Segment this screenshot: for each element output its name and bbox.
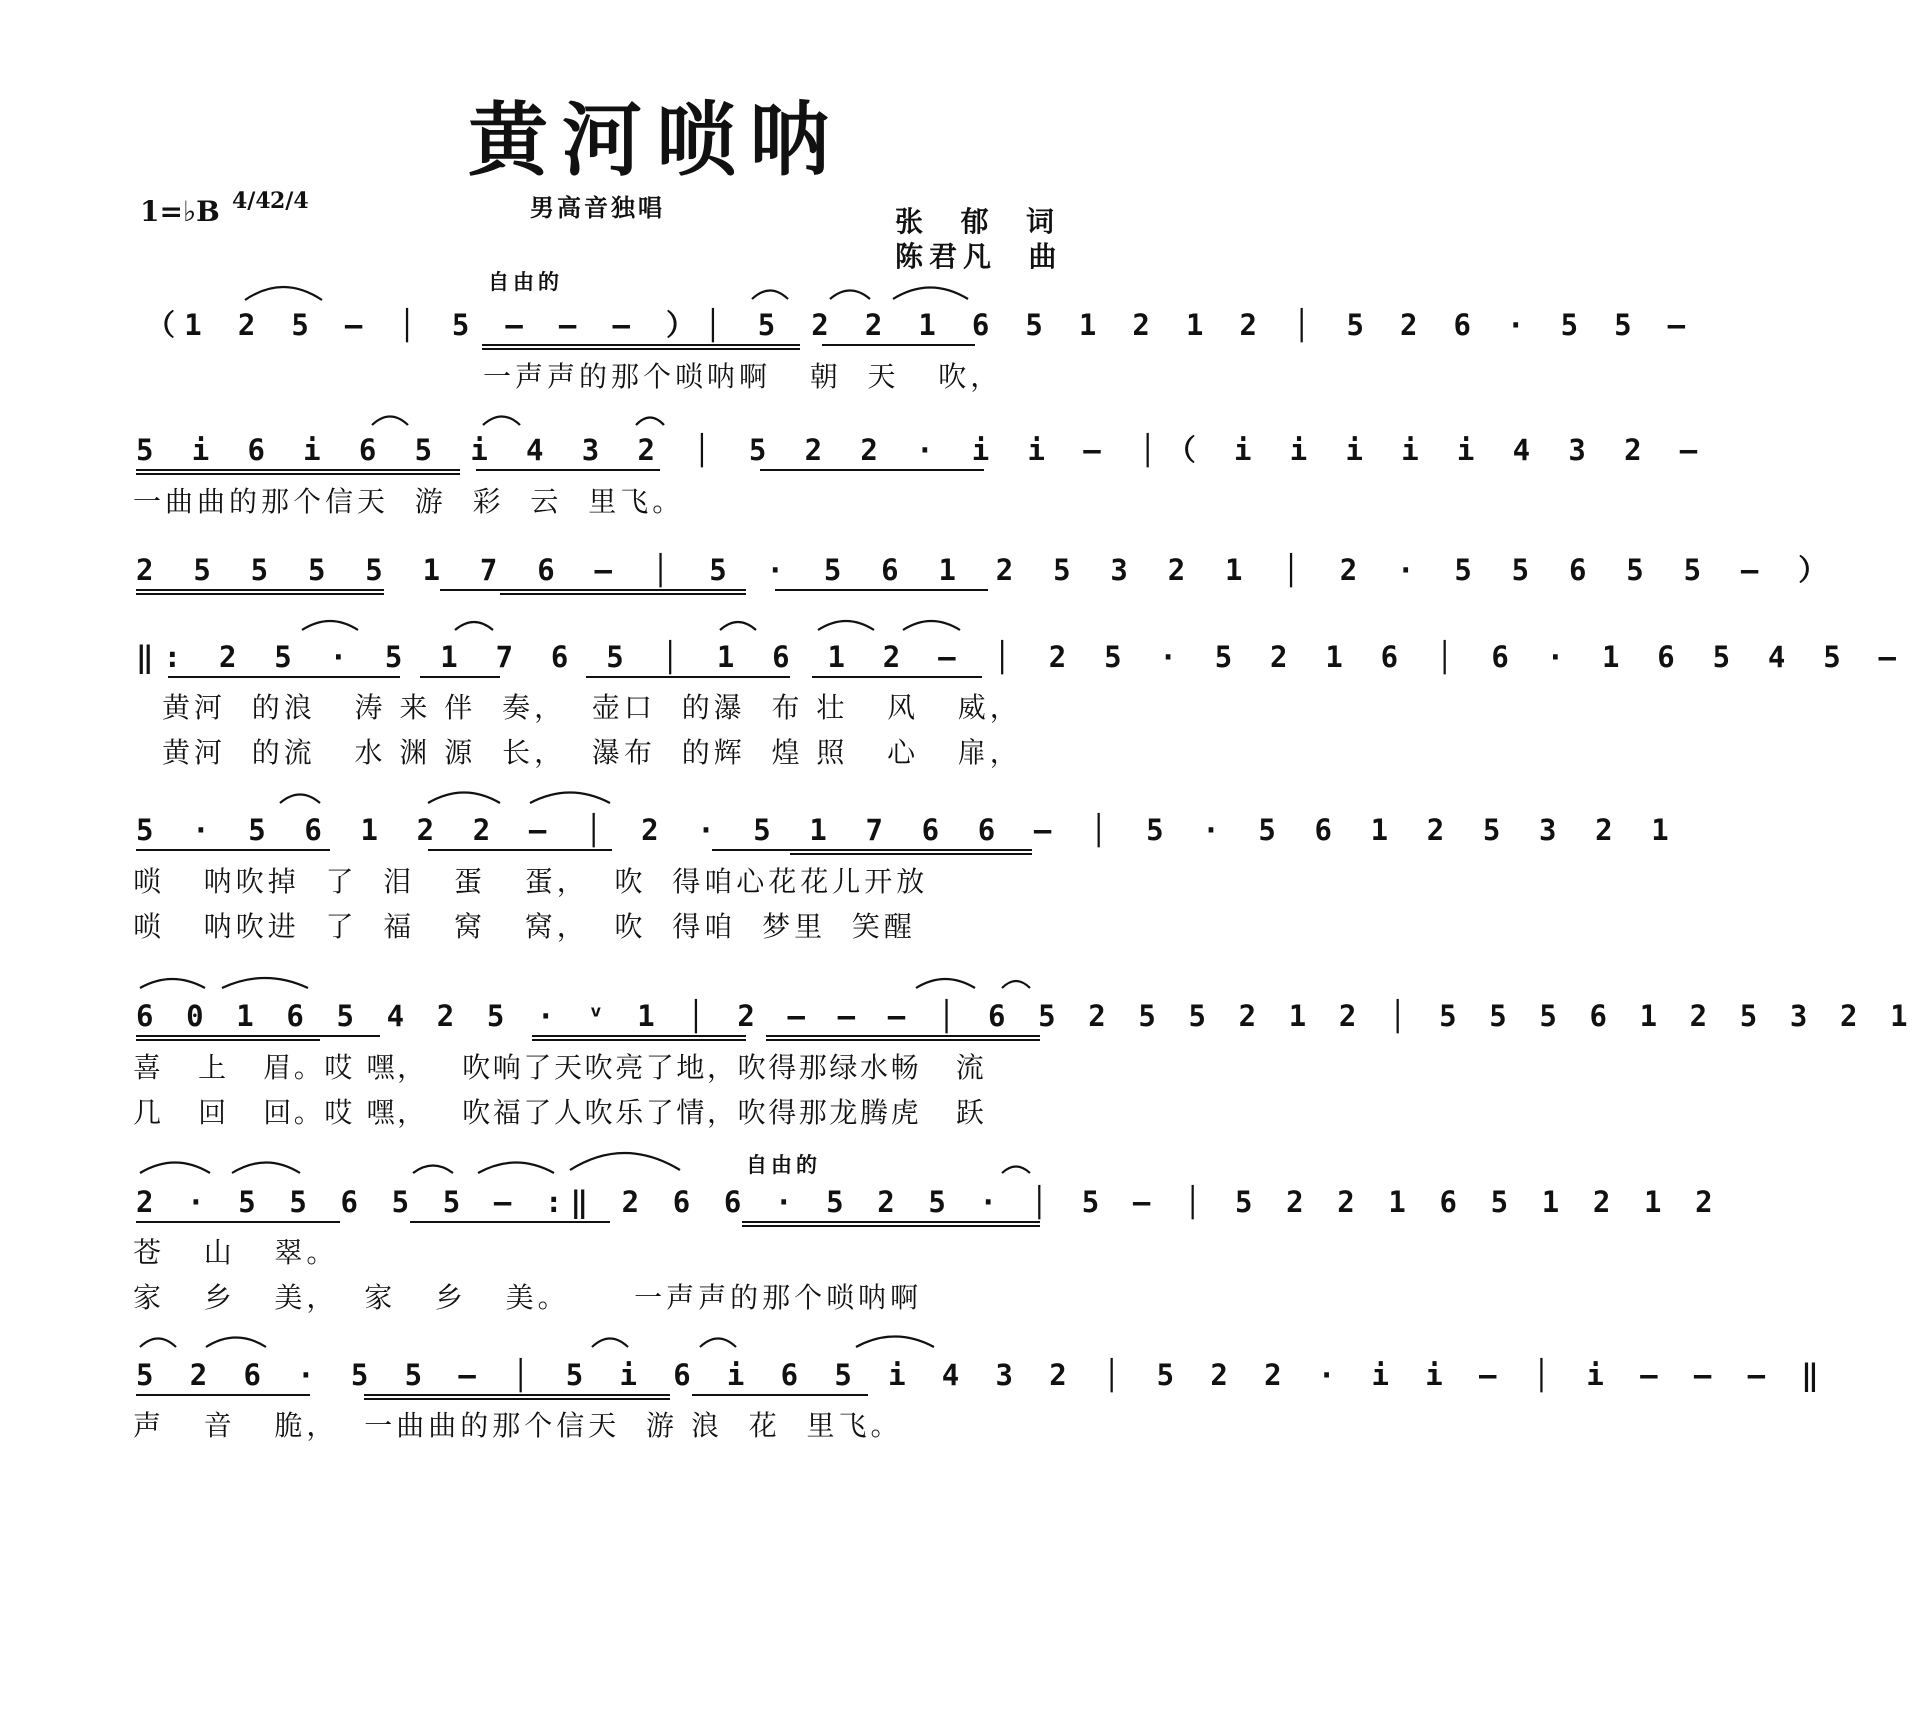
lyric-line: 喜 上 眉。哎 嘿， 吹响了天吹亮了地，吹得那绿水畅 流 [133,1051,987,1084]
slur-mark [1002,981,1030,988]
time-signature-2-4: 2/4 [270,188,309,214]
slur-mark [372,417,408,426]
beam-underlines [136,345,1040,1399]
notation-line: 6 0 1 6 5 4 2 5 · ᵛ 1 │ 2 – – – │ 6 5 2 5 5 2 1 2 │ 5 5 5 6 1 2 5 3 2 1 [136,999,1915,1033]
notation-line: 5 i 6 i 6 5 i 4 3 2 │ 5 2 2 · i i – │（ i i i i i 4 3 2 – [136,433,1708,467]
fermata-mark [636,418,664,426]
slur-mark [893,288,968,300]
slur-mark [140,1339,176,1348]
lyric-line: 一曲曲的那个信天 游 彩 云 里飞。 [133,485,685,518]
slur-mark [856,1337,934,1348]
notation-line: 2 · 5 5 6 5 5 – :‖ 2 6 6 · 5 2 5 · │ 5 – │ 5 2 2 1 6 5 1 2 1 2 [136,1185,1721,1219]
slur-mark [140,1163,210,1174]
slur-mark [478,1163,554,1174]
slur-mark [916,979,975,988]
page-title: 黄河唢呐 [468,93,844,187]
lyric-line: 声 音 脆， 一曲曲的那个信天 游 浪 花 里飞。 [133,1409,903,1442]
slur-mark [903,621,960,630]
slur-mark [530,793,610,804]
lyric-line: 一声声的那个唢呐啊 朝 天 吹， [483,360,1003,393]
lyric-line: 家 乡 美， 家 乡 美。 一声声的那个唢呐啊 [133,1281,923,1314]
time-signature-4-4: 4/4 [232,188,271,214]
tempo-mark: 自由的 [488,270,563,294]
lyric-line: 唢 呐吹掉 了 泪 蛋 蛋， 吹 得咱心花花儿开放 [133,865,929,898]
notation-line: （1 2 5 – │ 5 – – – ）│ 5 2 2 1 6 5 1 2 1 2 │ 5 2 6 · 5 5 – [146,308,1695,342]
slur-mark [830,291,870,300]
slur-mark [700,1339,736,1348]
notation-line: 5 2 6 · 5 5 – │ 5 i 6 i 6 5 i 4 3 2 │ 5 2 2 · i i – │ i – – – ‖ [136,1358,1829,1392]
slur-mark [280,795,320,804]
slur-mark [222,978,308,988]
lyric-line: 苍 山 翠。 [133,1236,339,1269]
slur-mark [570,1153,680,1170]
key-signature: 1=♭B [140,195,220,228]
lyric-line: 唢 呐吹进 了 福 窝 窝， 吹 得咱 梦里 笑醒 [133,910,916,943]
slur-mark [413,1166,453,1174]
tempo-mark: 自由的 [746,1153,821,1177]
slur-mark [140,979,205,988]
lyric-line: 黄河 的浪 涛 来 伴 奏， 壶口 的瀑 布 壮 风 威， [162,691,1022,724]
notation-line: 2 5 5 5 5 1 7 6 – │ 5 · 5 6 1 2 5 3 2 1 │ 2 · 5 5 6 5 5 – ） [136,553,1839,587]
composer-credit: 陈君凡 曲 [895,240,1063,273]
notation-line: 5 · 5 6 1 2 2 – │ 2 · 5 1 7 6 6 – │ 5 · 5 6 1 2 5 3 2 1 [136,813,1680,847]
slur-mark [302,621,358,630]
slur-mark [818,621,874,630]
lyricist-credit: 张 郁 词 [895,205,1060,238]
lyric-line: 黄河 的流 水 渊 源 长， 瀑布 的辉 煌 照 心 扉， [162,736,1022,769]
slur-mark [232,1163,300,1174]
performance-note: 男高音独唱 [530,194,665,222]
slur-mark [455,622,493,630]
slur-mark [1002,1167,1030,1174]
slur-mark [592,1339,628,1348]
slur-mark [206,1338,266,1348]
slur-mark [752,291,788,300]
lyric-line: 几 回 回。哎 嘿， 吹福了人吹乐了情，吹得那龙腾虎 跃 [133,1096,987,1129]
notation-line: ‖: 2 5 · 5 1 7 6 5 │ 1 6 1 2 – │ 2 5 · 5 2 1 6 │ 6 · 1 6 5 4 5 – [136,640,1907,674]
slur-mark [483,417,520,426]
slur-mark [720,622,756,630]
slur-mark [428,793,500,804]
slur-mark [245,287,322,300]
